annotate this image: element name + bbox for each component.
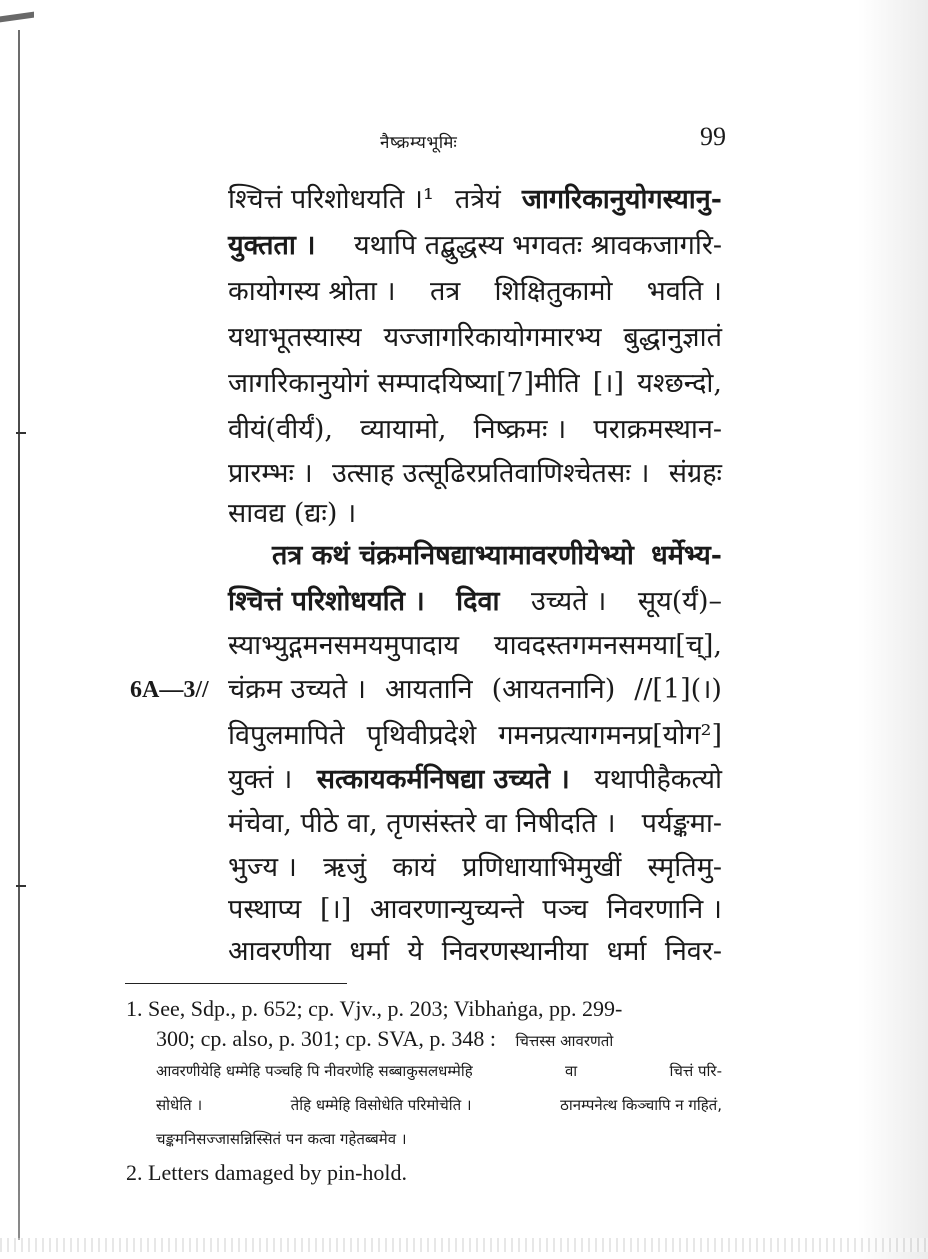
- text-segment: आवरणीया: [228, 936, 331, 967]
- footnote-1-pali-line-1: [156, 1056, 722, 1086]
- text-line-18: [228, 932, 722, 972]
- text-segment: [।]: [592, 368, 625, 399]
- text-segment: कायोगस्य श्रोता ।: [228, 276, 396, 307]
- text-segment: व्यायामो,: [360, 414, 447, 445]
- binding-tick: [16, 432, 26, 434]
- text-segment: सावद्य (द्यः) ।: [228, 498, 357, 529]
- scan-bottom-edge: [0, 1238, 928, 1252]
- scan-corner-mark: [0, 12, 34, 23]
- text-segment: प्रारम्भः ।: [228, 458, 313, 489]
- text-segment-bold: दिवा: [456, 586, 500, 617]
- footnote-pali-text: तेहि धम्मेहि विसोधेति परिमोचेति ।: [290, 1096, 472, 1114]
- text-segment-bold: तत्र कथं चंक्रमनिषद्याभ्यामावरणीयेभ्यो: [272, 540, 634, 571]
- footnote-text: 300; cp. also, p. 301; cp. SVA, p. 348 :: [156, 1026, 496, 1051]
- text-segment: पृथिवीप्रदेशे: [366, 720, 477, 751]
- footnote-pali-text: चित्तं परि-: [669, 1062, 722, 1080]
- text-segment: धर्मा: [606, 936, 647, 967]
- text-segment: बुद्धानुज्ञातं: [623, 322, 722, 353]
- text-segment: ऋजुं: [323, 852, 367, 883]
- text-segment: ये: [407, 936, 424, 967]
- text-line-10: [228, 582, 722, 622]
- text-segment: यथापि तद्बुद्धस्य भगवतः श्रावकजागरि-: [353, 230, 722, 261]
- footnote-1-pali-line-3: [156, 1124, 722, 1154]
- text-segment: उच्यते ।: [531, 586, 607, 617]
- footnote-pali-text: चङ्कमनिसज्जासन्निस्सितं पन कत्वा गहेतब्बमेव ।: [156, 1130, 407, 1148]
- footnote-1-line-2: [156, 1024, 722, 1056]
- text-segment: जागरिकानुयोगं सम्पादयिष्या[7]मीति: [228, 368, 580, 399]
- text-segment: तत्र: [429, 276, 461, 307]
- text-line-13: [228, 716, 722, 756]
- footnote-1-line-1: 1. See, Sdp., p. 652; cp. Vjv., p. 203; Vibhaṅga, pp. 299-: [126, 996, 623, 1021]
- text-segment-bold: धर्मेभ्य-: [651, 540, 722, 571]
- footnote-pali-text: आवरणीयेहि धम्मेहि पञ्चहि पि नीवरणेहि सब्बाकुसलधम्मेहि: [156, 1062, 473, 1080]
- text-line-9: [272, 536, 722, 576]
- text-segment: युक्तं ।: [228, 764, 293, 795]
- text-segment: गमनप्रत्यागमनप्र[योग²]: [498, 720, 722, 751]
- text-line-4: [228, 318, 722, 358]
- text-segment: मंचेवा, पीठे वा, तृणसंस्तरे वा निषीदति ।: [228, 808, 616, 839]
- text-segment: यज्जागरिकायोगमारभ्य: [383, 322, 602, 353]
- text-segment: कायं: [392, 852, 436, 883]
- text-line-17: [228, 890, 722, 930]
- text-segment: आयतानि: [384, 674, 473, 705]
- text-line-5: [228, 364, 722, 404]
- text-segment: सूय(र्यं)–: [637, 586, 722, 617]
- text-segment: [।]: [319, 894, 352, 925]
- text-segment-bold: युक्तता ।: [228, 230, 316, 261]
- running-header: नैष्क्रम्यभूमिः: [380, 133, 458, 153]
- binding-tick: [16, 885, 26, 887]
- text-segment: पञ्च: [542, 894, 589, 925]
- text-segment: पराक्रमस्थान-: [593, 414, 722, 445]
- text-segment: निष्क्रमः ।: [473, 414, 567, 445]
- text-line-1: [228, 180, 722, 220]
- text-segment: निवरणानि ।: [606, 894, 722, 925]
- text-line-15: [228, 804, 722, 844]
- text-segment: स्याभ्युद्गमनसमयमुपादाय: [228, 630, 460, 661]
- text-line-8: [228, 494, 722, 534]
- text-segment: पस्थाप्य: [228, 894, 302, 925]
- text-segment: निवरणस्थानीया: [441, 936, 589, 967]
- text-segment: यथापीहैकत्यो: [594, 764, 722, 795]
- text-segment: स्मृतिमु-: [647, 852, 722, 883]
- text-segment: //[1](।): [634, 674, 722, 705]
- text-line-16: [228, 848, 722, 888]
- text-line-11: [228, 626, 722, 666]
- text-segment-bold: श्चित्तं परिशोधयति ।: [228, 586, 425, 617]
- text-segment: निवर-: [664, 936, 722, 967]
- text-segment: चंक्रम उच्यते ।: [228, 674, 366, 705]
- text-segment: यश्छन्दो,: [637, 368, 722, 399]
- text-segment: यावदस्तगमनसमया[च्],: [493, 630, 722, 661]
- page-edge-shadow: [858, 0, 928, 1259]
- text-segment: भुज्य ।: [228, 852, 297, 883]
- footnote-divider: [125, 983, 347, 984]
- text-line-3: [228, 272, 722, 312]
- footnote-pali-text: वा: [564, 1062, 578, 1080]
- text-segment: पर्यङ्कमा-: [641, 808, 722, 839]
- text-segment: भवति ।: [646, 276, 722, 307]
- text-segment-bold: सत्कायकर्मनिषद्या उच्यते ।: [316, 764, 570, 795]
- text-segment: तत्रेयं: [454, 184, 501, 215]
- footnote-2: 2. Letters damaged by pin-hold.: [126, 1160, 408, 1185]
- text-segment: संग्रहः: [668, 458, 722, 489]
- text-line-6: [228, 410, 722, 450]
- footnote-pali-text: चित्तस्स आवरणतो: [515, 1032, 614, 1050]
- text-segment: प्रणिधायाभिमुखीं: [462, 852, 622, 883]
- text-line-14: [228, 760, 722, 800]
- text-line-7: [228, 454, 722, 494]
- binding-edge-line: [18, 30, 20, 1240]
- text-segment: श्चित्तं परिशोधयति ।¹: [228, 184, 434, 215]
- page-number: 99: [700, 122, 726, 151]
- text-line-2: [228, 226, 722, 266]
- text-segment: (आयतनानि): [491, 674, 616, 705]
- text-segment: यथाभूतस्यास्य: [228, 322, 362, 353]
- text-segment: वीयं(वीर्यं),: [228, 414, 333, 445]
- manuscript-folio-ref: 6A—3//: [130, 677, 209, 703]
- text-segment: आवरणान्युच्यन्ते: [369, 894, 524, 925]
- text-line-12: [228, 670, 722, 710]
- text-segment: धर्मा: [349, 936, 390, 967]
- footnote-1-pali-line-2: [156, 1090, 722, 1120]
- text-segment: उत्साह उत्सूढिरप्रतिवाणिश्चेतसः ।: [331, 458, 650, 489]
- text-segment-bold: जागरिकानुयोगस्यानु-: [521, 184, 722, 215]
- footnote-pali-text: ठानम्पनेत्थ किञ्चापि न गहितं,: [560, 1096, 722, 1114]
- footnote-pali-text: सोधेति ।: [156, 1096, 203, 1114]
- text-segment: विपुलमापिते: [228, 720, 345, 751]
- text-segment: शिक्षितुकामो: [494, 276, 613, 307]
